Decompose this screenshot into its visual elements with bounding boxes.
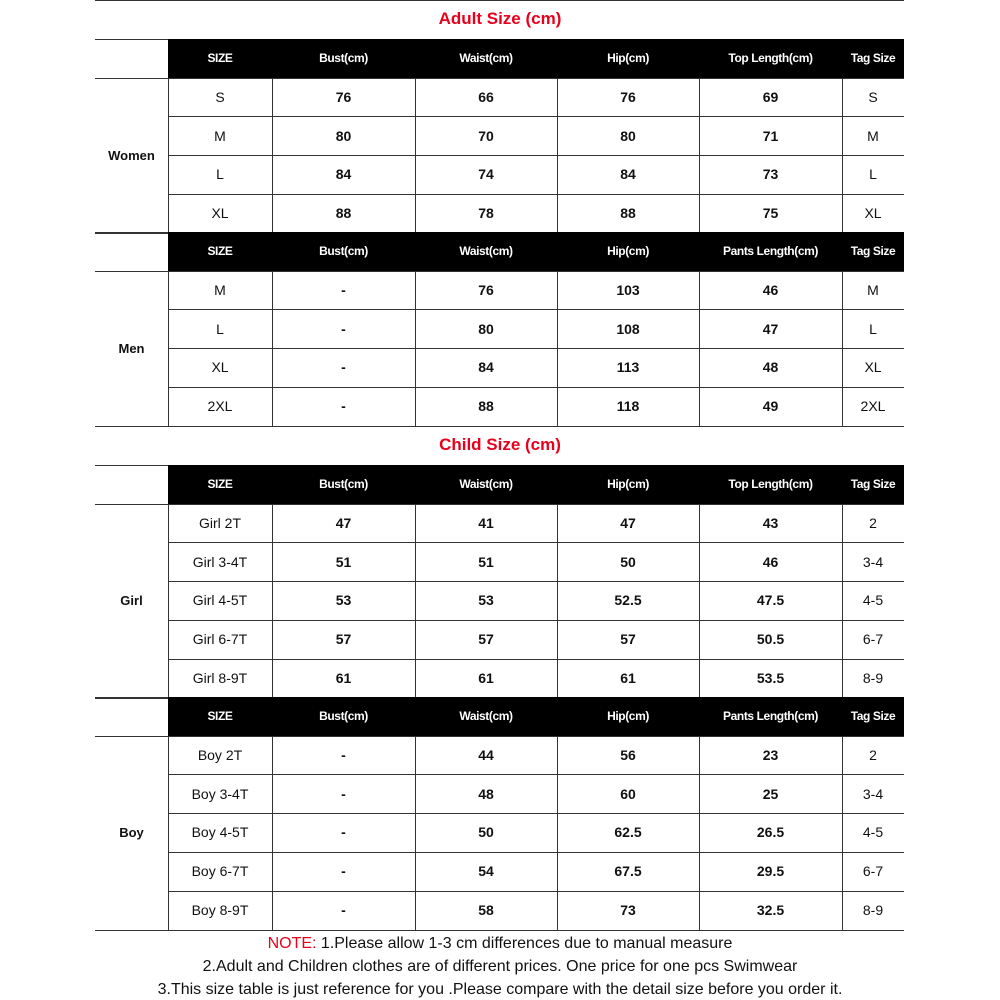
girl-table-cell: 61 <box>478 670 494 687</box>
note-line-2: 2.Adult and Children clothes are of different prices. One price for one pcs Swimwear <box>202 958 798 975</box>
men-column-rule <box>842 271 843 426</box>
boy-table-cell: 54 <box>478 863 494 880</box>
girl-table-cell: 57 <box>478 631 494 648</box>
note-label: NOTE: <box>267 935 317 952</box>
boy-label-top-rule <box>95 697 168 698</box>
women-table-cell: 80 <box>335 127 352 144</box>
boy-table-cell: 62.5 <box>614 824 642 841</box>
boy-column-rule <box>842 736 843 930</box>
men-table-cell: - <box>341 359 346 376</box>
boy-table-cell: Boy 3-4T <box>191 785 249 802</box>
women-table-cell: 80 <box>620 127 636 144</box>
girl-table-cell: 3-4 <box>862 553 884 570</box>
girl-table-cell: 53.5 <box>756 670 785 687</box>
women-group-label: Women <box>108 147 155 163</box>
boy-column-rule <box>415 736 416 930</box>
women-header-tag-size: Tag Size <box>850 51 896 66</box>
boy-header-bust-cm: Bust(cm) <box>319 709 368 724</box>
note-line-1 <box>0 935 1000 953</box>
boy-table-cell: - <box>341 746 346 763</box>
boy-group-label: Boy <box>119 825 144 840</box>
women-table-cell: 73 <box>762 166 779 183</box>
boy-table-cell: - <box>341 824 346 841</box>
girl-table-cell: Girl 2T <box>199 514 241 531</box>
girl-header-size: SIZE <box>207 477 233 492</box>
women-table-cell: L <box>869 166 877 183</box>
boy-table-cell: 23 <box>762 746 779 763</box>
girl-table-cell: 51 <box>478 553 494 570</box>
women-header-waist-cm: Waist(cm) <box>459 51 513 66</box>
women-table-cell: XL <box>864 205 882 222</box>
women-table-cell: 74 <box>478 166 494 183</box>
boy-table-cell: 60 <box>620 785 636 802</box>
girl-column-rule <box>168 504 169 698</box>
boy-table-cell: - <box>341 863 346 880</box>
boy-column-rule <box>272 736 273 930</box>
men-table-cell: 48 <box>762 359 779 376</box>
boy-header-tag-size: Tag Size <box>850 709 896 724</box>
boy-table-cell: Boy 4-5T <box>191 824 249 841</box>
girl-header-hip-cm: Hip(cm) <box>607 477 649 492</box>
girl-header-bust-cm: Bust(cm) <box>319 477 368 492</box>
girl-column-rule <box>842 504 843 698</box>
boy-table-cell: 50 <box>478 824 494 841</box>
girl-header-tag-size: Tag Size <box>850 477 896 492</box>
men-table-cell: M <box>214 281 226 298</box>
men-table-cell: 49 <box>762 398 779 415</box>
men-table-cell: 2XL <box>207 398 233 415</box>
girl-table-cell: 53 <box>335 592 352 609</box>
women-table-cell: 84 <box>620 166 636 183</box>
men-table-cell: M <box>867 281 879 298</box>
men-table-cell: - <box>341 398 346 415</box>
boy-table-cell: 8-9 <box>862 902 884 919</box>
men-table-cell: 2XL <box>860 398 886 415</box>
women-column-rule <box>842 78 843 233</box>
men-table-cell: - <box>341 281 346 298</box>
boy-column-rule <box>168 736 169 930</box>
men-table-cell: 118 <box>616 398 640 415</box>
girl-column-rule <box>699 504 700 698</box>
girl-table-cell: 50 <box>620 553 636 570</box>
boy-column-rule <box>557 736 558 930</box>
men-column-rule <box>168 271 169 426</box>
boy-header-pants-length-cm: Pants Length(cm) <box>723 709 818 724</box>
boy-header-hip-cm: Hip(cm) <box>607 709 649 724</box>
boy-header-size: SIZE <box>207 709 233 724</box>
girl-table-cell: 47.5 <box>756 592 785 609</box>
women-header-bust-cm: Bust(cm) <box>319 51 368 66</box>
men-column-rule <box>699 271 700 426</box>
men-table-cell: L <box>869 320 877 337</box>
boy-table-cell: Boy 2T <box>197 746 243 763</box>
women-table-cell: 69 <box>762 88 779 105</box>
women-header-hip-cm: Hip(cm) <box>607 51 649 66</box>
men-table-cell: 108 <box>616 320 640 337</box>
girl-table-cell: 47 <box>335 514 352 531</box>
men-header-bust-cm: Bust(cm) <box>319 244 368 259</box>
girl-table-cell: 8-9 <box>862 670 884 687</box>
women-label-top-rule <box>95 39 168 40</box>
boy-header-waist-cm: Waist(cm) <box>459 709 513 724</box>
men-bottom-rule <box>95 426 904 427</box>
girl-table-cell: 51 <box>335 553 352 570</box>
girl-table-cell: Girl 3-4T <box>192 553 248 570</box>
boy-table-cell: 56 <box>620 746 636 763</box>
girl-table-cell: 6-7 <box>862 631 884 648</box>
girl-header-waist-cm: Waist(cm) <box>459 477 513 492</box>
girl-column-rule <box>415 504 416 698</box>
boy-table-cell: 4-5 <box>862 824 884 841</box>
boy-table-cell: - <box>341 785 346 802</box>
women-column-rule <box>415 78 416 233</box>
men-column-rule <box>272 271 273 426</box>
boy-table-cell: 3-4 <box>862 785 884 802</box>
boy-table-cell: 26.5 <box>756 824 785 841</box>
boy-table-cell: 73 <box>620 902 636 919</box>
boy-table-cell: 25 <box>762 785 779 802</box>
girl-group-label: Girl <box>120 593 143 608</box>
women-table-cell: 88 <box>335 205 352 222</box>
men-group-label: Men <box>118 340 145 356</box>
boy-table-cell: Boy 8-9T <box>191 902 249 919</box>
women-table-cell: 78 <box>478 205 494 222</box>
men-table-cell: 113 <box>616 359 640 376</box>
men-table-cell: 47 <box>762 320 779 337</box>
women-header-top-length-cm: Top Length(cm) <box>728 51 813 66</box>
child-size-title: Child Size (cm) <box>439 435 561 454</box>
adult-size-title: Adult Size (cm) <box>438 9 562 28</box>
girl-table-cell: Girl 8-9T <box>192 670 248 687</box>
men-table-cell: - <box>341 320 346 337</box>
men-header-tag-size: Tag Size <box>850 244 896 259</box>
women-table-cell: L <box>216 166 224 183</box>
boy-table-cell: 2 <box>869 746 877 763</box>
boy-table-cell: 58 <box>478 902 494 919</box>
boy-table-cell: 29.5 <box>756 863 785 880</box>
women-table-cell: 75 <box>762 205 779 222</box>
girl-table-cell: 46 <box>762 553 779 570</box>
boy-table-cell: - <box>341 902 346 919</box>
women-table-cell: M <box>214 127 226 144</box>
girl-table-cell: 52.5 <box>614 592 642 609</box>
girl-table-cell: 43 <box>762 514 779 531</box>
women-table-cell: 88 <box>620 205 636 222</box>
girl-header-top-length-cm: Top Length(cm) <box>728 477 813 492</box>
women-table-cell: 84 <box>335 166 352 183</box>
men-label-top-rule <box>95 232 168 233</box>
women-table-cell: 66 <box>478 88 494 105</box>
women-table-cell: S <box>868 88 878 105</box>
men-table-cell: 76 <box>478 281 494 298</box>
men-table-cell: 88 <box>478 398 494 415</box>
girl-table-cell: 50.5 <box>756 631 785 648</box>
women-column-rule <box>699 78 700 233</box>
girl-table-cell: Girl 4-5T <box>192 592 248 609</box>
men-column-rule <box>557 271 558 426</box>
men-header-size: SIZE <box>207 244 233 259</box>
top-rule <box>95 0 904 1</box>
men-table-cell: XL <box>864 359 882 376</box>
girl-table-cell: 4-5 <box>862 592 884 609</box>
men-table-cell: 103 <box>616 281 640 298</box>
boy-table-cell: 32.5 <box>756 902 785 919</box>
boy-table-cell: 67.5 <box>614 863 642 880</box>
women-table-cell: 76 <box>620 88 636 105</box>
women-table-cell: 76 <box>335 88 352 105</box>
girl-table-cell: 61 <box>335 670 352 687</box>
girl-column-rule <box>557 504 558 698</box>
women-table-cell: 70 <box>478 127 494 144</box>
women-column-rule <box>272 78 273 233</box>
girl-column-rule <box>272 504 273 698</box>
girl-table-cell: Girl 6-7T <box>192 631 248 648</box>
note-text-1: 1.Please allow 1-3 cm differences due to manual measure <box>316 935 733 952</box>
women-column-rule <box>168 78 169 233</box>
women-table-cell: 71 <box>762 127 779 144</box>
girl-table-cell: 61 <box>620 670 636 687</box>
women-header-size: SIZE <box>207 51 233 66</box>
girl-table-cell: 57 <box>620 631 636 648</box>
men-header-hip-cm: Hip(cm) <box>607 244 649 259</box>
men-table-cell: 84 <box>478 359 494 376</box>
women-table-cell: M <box>867 127 879 144</box>
girl-table-cell: 47 <box>620 514 636 531</box>
women-table-cell: S <box>215 88 225 105</box>
men-table-cell: L <box>216 320 224 337</box>
girl-table-cell: 2 <box>869 514 877 531</box>
boy-table-cell: Boy 6-7T <box>191 863 249 880</box>
men-table-cell: 80 <box>478 320 494 337</box>
men-table-cell: 46 <box>762 281 779 298</box>
women-column-rule <box>557 78 558 233</box>
girl-table-cell: 57 <box>335 631 352 648</box>
girl-label-top-rule <box>95 465 168 466</box>
girl-table-cell: 53 <box>478 592 494 609</box>
boy-table-cell: 44 <box>478 746 494 763</box>
boy-column-rule <box>699 736 700 930</box>
girl-table-cell: 41 <box>478 514 494 531</box>
boy-bottom-rule <box>95 930 904 931</box>
women-table-cell: XL <box>211 205 229 222</box>
note-line-3: 3.This size table is just reference for you .Please compare with the detail size before you order it. <box>157 981 843 998</box>
men-header-waist-cm: Waist(cm) <box>459 244 513 259</box>
men-header-pants-length-cm: Pants Length(cm) <box>723 244 818 259</box>
men-table-cell: XL <box>211 359 229 376</box>
men-column-rule <box>415 271 416 426</box>
boy-table-cell: 6-7 <box>862 863 884 880</box>
boy-table-cell: 48 <box>478 785 494 802</box>
